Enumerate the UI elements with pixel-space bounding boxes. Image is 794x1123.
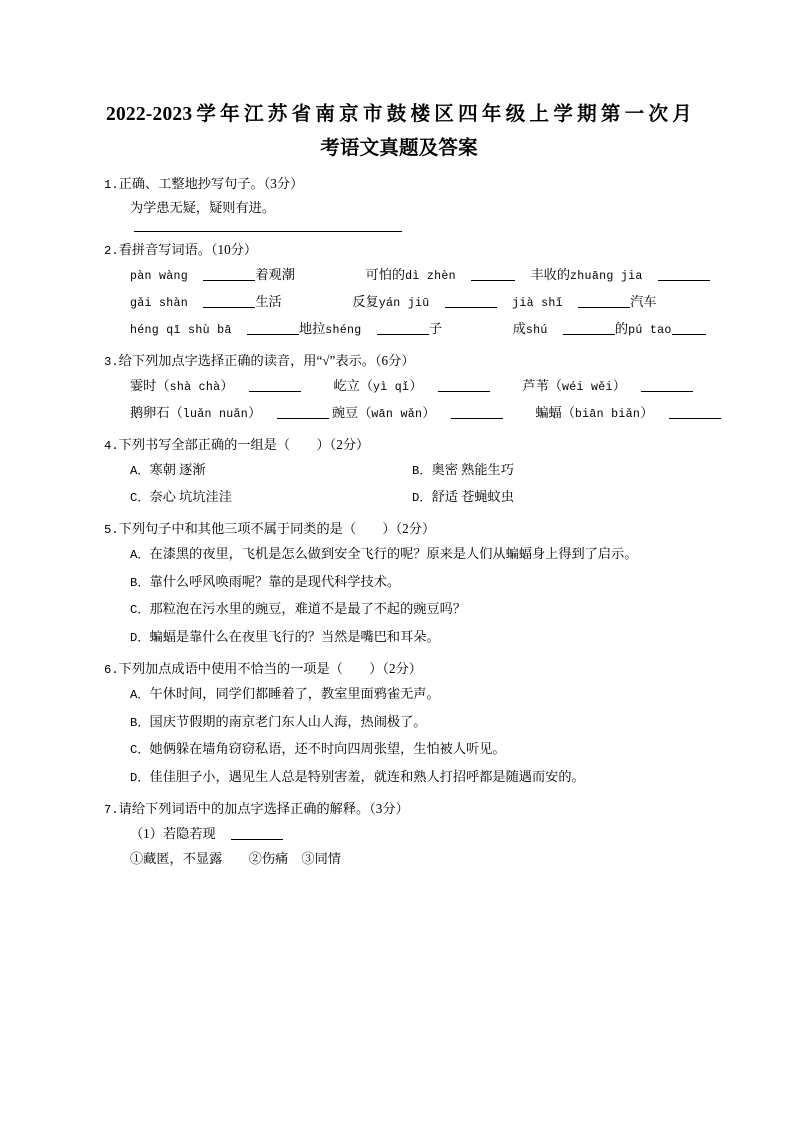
answer-blank[interactable]: [451, 418, 503, 419]
pinyin-wei-wei: wéi wěi: [561, 381, 613, 394]
page-title-line-1: 2022-2023学年江苏省南京市鼓楼区四年级上学期第一次月: [106, 104, 692, 125]
word-e-luan-shi: 鹅卵石: [130, 405, 170, 420]
option-c-label: C．: [130, 491, 150, 505]
question-3-stem: [104, 350, 694, 373]
answer-blank[interactable]: [669, 418, 721, 419]
pinyin-pu-tao: pú tao: [628, 324, 672, 337]
question-3-row-2: 鹅卵石（luǎn nuǎn） 豌豆（wān wǎn） 蝙蝠（biān biǎn）: [104, 400, 694, 427]
answer-blank[interactable]: [438, 391, 490, 392]
option-b-text: 靠什么呼风唤雨呢？靠的是现代科学技术。: [149, 573, 401, 589]
page-title: [104, 98, 694, 166]
question-7-sub-1-text: （1）若隐若现: [130, 826, 216, 841]
answer-blank[interactable]: [641, 391, 693, 392]
question-6-option-d[interactable]: [104, 764, 694, 792]
answer-blank[interactable]: [445, 307, 497, 308]
option-c[interactable]: [130, 484, 412, 511]
pinyin-gai-shan: gǎi shàn: [130, 297, 189, 310]
option-a-text: 在漆黑的夜里，飞机是怎么做到安全飞行的呢？原来是人们从蝙蝠身上得到了启示。: [149, 546, 638, 561]
question-1-number: 1.: [104, 178, 119, 192]
question-4-number: 4.: [104, 439, 119, 453]
question-5: [104, 518, 694, 651]
question-5-stem: [104, 518, 694, 541]
question-2-stem: [104, 239, 694, 262]
question-2-row-2: [104, 289, 694, 316]
page-title-line-2: 考语文真题及答案: [320, 138, 478, 159]
pinyin-pan-wang: pàn wàng: [130, 270, 189, 283]
han-sheng-huo: 生活: [255, 294, 282, 309]
option-d-text: 佳佳胆子小，遇见生人总是特别害羞，就连和熟人打招呼都是随遇而安的。: [149, 768, 585, 784]
option-a[interactable]: [130, 457, 412, 484]
question-2-text: 看拼音写词语。（10分）: [118, 242, 258, 257]
pinyin-bian-bian: biān biǎn: [574, 408, 641, 421]
prefix-ke-pa-de: 可怕的: [365, 267, 406, 282]
option-b-label: B．: [130, 715, 150, 730]
question-6: [104, 658, 694, 791]
question-7-number: 7.: [104, 803, 119, 817]
answer-blank[interactable]: [672, 334, 706, 335]
pinyin-di-zhen: dì zhèn: [405, 270, 456, 283]
option-d-label: D．: [412, 491, 432, 505]
question-3-number: 3.: [104, 355, 119, 369]
question-1-sentence: 为学患无疑，疑则有进。: [130, 200, 276, 215]
han-qi-che: 汽车: [630, 294, 657, 309]
question-7-text: 请给下列词语中的加点字选择正确的解释。（3分）: [118, 801, 409, 816]
pinyin-sheng: shéng: [325, 324, 362, 337]
question-7-sub-1: [104, 821, 694, 846]
question-7-stem: [104, 798, 694, 821]
pinyin-yi-qi: yì qǐ: [373, 381, 410, 394]
answer-blank[interactable]: [247, 334, 299, 335]
option-a-label: A．: [130, 464, 150, 478]
pinyin-shu: shú: [525, 324, 548, 337]
question-3: [104, 350, 694, 427]
question-6-number: 6.: [104, 663, 119, 677]
pinyin-zhuang-jia: zhuāng jia: [570, 270, 643, 283]
question-5-option-c[interactable]: [104, 596, 694, 624]
question-7-choices: ①藏匿，不显露 ②伤痛 ③同情: [130, 851, 341, 866]
question-1-answer-line[interactable]: [134, 231, 402, 232]
answer-blank[interactable]: [578, 307, 630, 308]
answer-blank[interactable]: [563, 334, 615, 335]
question-4-stem: [104, 434, 694, 457]
answer-blank[interactable]: [377, 334, 429, 335]
question-5-option-d[interactable]: [104, 624, 694, 652]
option-a-label: A．: [130, 688, 150, 702]
option-a-text: 寒朝 逐渐: [149, 462, 206, 477]
question-5-text: 下列句子中和其他三项不属于同类的是（ ）（2分）: [118, 521, 436, 536]
answer-blank[interactable]: [231, 839, 283, 840]
question-5-number: 5.: [104, 523, 119, 537]
question-2: [104, 239, 694, 343]
pinyin-wan-wan: wān wǎn: [371, 408, 423, 421]
answer-blank[interactable]: [203, 280, 255, 281]
question-1-text: 正确、工整地抄写句子。（3分）: [118, 176, 304, 191]
question-6-text: 下列加点成语中使用不恰当的一项是（ ）（2分）: [118, 661, 422, 676]
question-5-option-b[interactable]: [104, 569, 694, 597]
option-c-text: 奈心 坑坑洼洼: [149, 489, 232, 504]
question-3-text: 给下列加点字选择正确的读音，用“√”表示。（6分）: [118, 353, 415, 368]
question-1-stem: [104, 173, 694, 196]
question-4-options-row-1: [104, 457, 694, 484]
question-4: [104, 434, 694, 511]
option-a-label: A．: [130, 548, 150, 562]
option-d-text: 舒适 苍蝇蚊虫: [431, 489, 514, 504]
han-zi: 子: [428, 321, 443, 336]
question-2-row-3: [104, 316, 694, 343]
option-b-text: 国庆节假期的南京老门东人山人海，热闹极了。: [149, 713, 427, 729]
option-b[interactable]: [412, 457, 694, 484]
option-c-label: C．: [130, 603, 150, 617]
answer-blank[interactable]: [471, 280, 515, 281]
word-lu-wei: 芦苇: [522, 378, 549, 393]
option-d-label: D．: [130, 630, 150, 645]
question-4-text: 下列书写全部正确的一组是（ ）（2分）: [118, 437, 370, 452]
word-wan-dou: 豌豆: [331, 405, 359, 420]
pinyin-yan-jiu: yán jiū: [378, 297, 430, 310]
question-3-row-1: 霎时（shà chà） 屹立（yì qǐ） 芦苇（wéi wěi）: [104, 373, 694, 400]
option-c-text: 她俩躲在墙角窃窃私语，还不时向四周张望，生怕被人听见。: [149, 741, 506, 756]
answer-blank[interactable]: [249, 391, 301, 392]
question-2-row-1: [104, 262, 694, 289]
answer-blank[interactable]: [203, 307, 255, 308]
question-1: [104, 173, 694, 232]
question-6-option-c[interactable]: [104, 736, 694, 764]
word-sha-shi: 霎时: [130, 378, 157, 393]
option-b-label: B．: [130, 575, 150, 590]
pinyin-heng-qi-shu-ba: héng qī shù bā: [130, 324, 232, 337]
option-d[interactable]: [412, 484, 694, 511]
question-7: [104, 798, 694, 871]
option-a-text: 午休时间，同学们都睡着了，教室里面鸦雀无声。: [149, 686, 440, 701]
option-c-label: C．: [130, 743, 150, 757]
option-c-text: 那粒泡在污水里的豌豆，难道不是最了不起的豌豆吗？: [149, 601, 467, 616]
option-d-text: 蝙蝠是靠什么在夜里飞行的？当然是嘴巴和耳朵。: [149, 628, 440, 644]
pinyin-jia-shi: jià shǐ: [512, 297, 563, 310]
question-6-option-a[interactable]: [104, 681, 694, 709]
pinyin-sha-cha: shà chà: [169, 381, 221, 394]
answer-blank[interactable]: [277, 418, 329, 419]
question-6-stem: [104, 658, 694, 681]
question-6-option-b[interactable]: [104, 709, 694, 737]
question-5-option-a[interactable]: [104, 541, 694, 569]
answer-blank[interactable]: [658, 280, 710, 281]
word-bian-fu: 蝙蝠: [535, 405, 562, 420]
document-content: [104, 98, 694, 871]
han-zhe-guan-chao: 着观潮: [255, 267, 295, 282]
word-yi-li: 屹立: [333, 378, 360, 393]
option-b-text: 奥密 熟能生巧: [431, 462, 514, 477]
pinyin-luan-nuan: luǎn nuǎn: [182, 408, 249, 421]
prefix-de: 的: [614, 321, 629, 336]
prefix-feng-shou-de: 丰收的: [530, 267, 571, 282]
option-d-label: D．: [130, 770, 150, 785]
prefix-cheng: 成: [512, 321, 526, 336]
question-2-number: 2.: [104, 244, 119, 258]
option-b-label: B．: [412, 464, 432, 478]
question-4-options-row-2: [104, 484, 694, 511]
prefix-fan-fu: 反复: [352, 294, 379, 309]
prefix-di-la: 地拉: [298, 321, 326, 336]
